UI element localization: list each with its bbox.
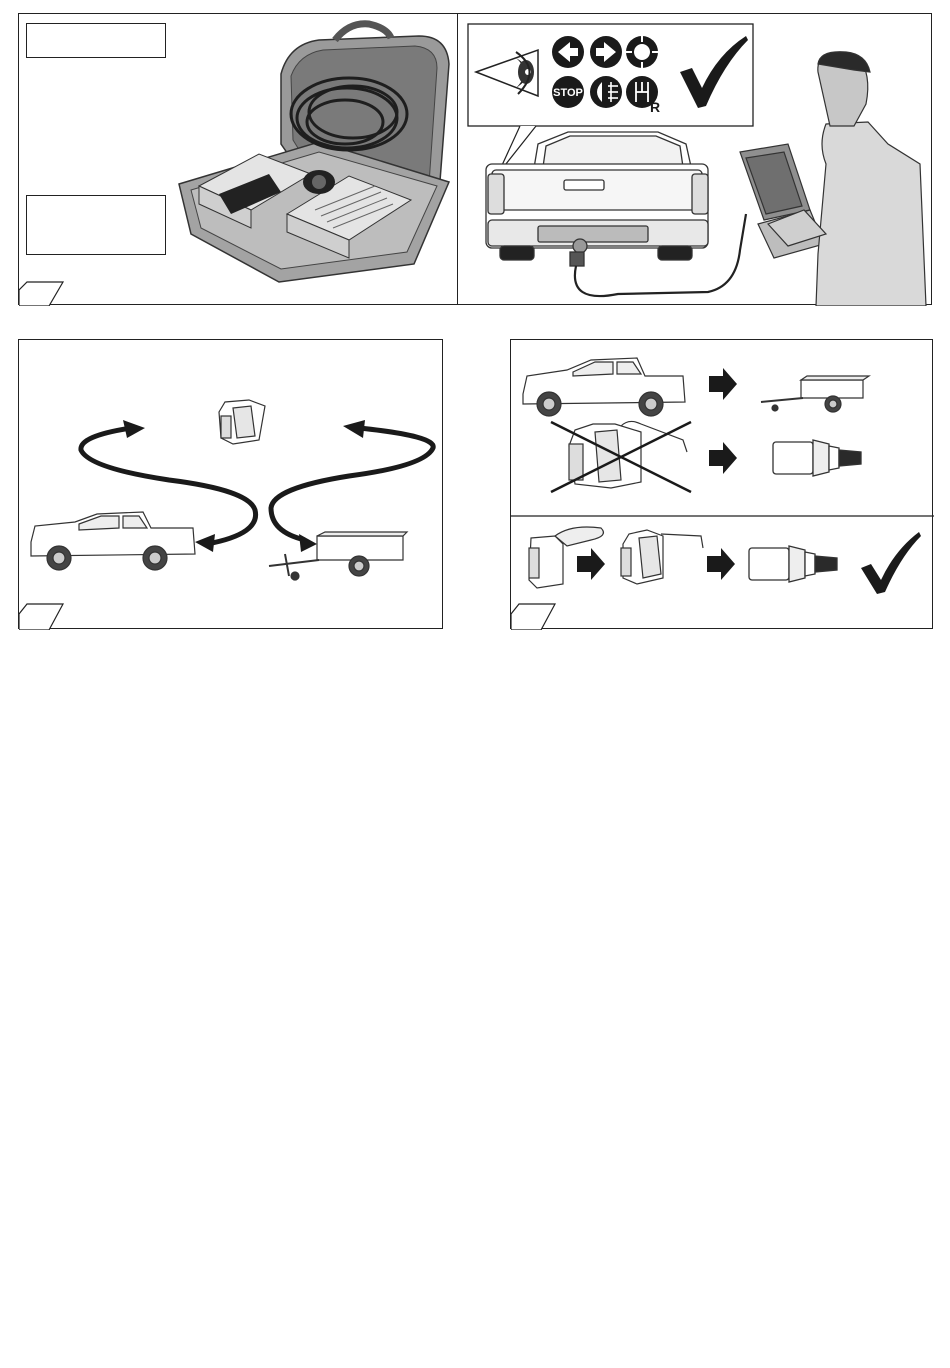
- checkmark-icon: [861, 532, 921, 594]
- kit-case-illustration: [19, 14, 459, 306]
- arrow-right-icon: [707, 548, 735, 580]
- pickup-side-illustration: [523, 358, 685, 416]
- fold-corner-icon: [19, 282, 63, 306]
- adapter-illustration: [511, 340, 934, 630]
- laptop-illustration: [740, 144, 824, 258]
- pickup-rear-illustration: [486, 132, 708, 266]
- fold-corner-icon: [19, 604, 63, 630]
- panel-connect-vehicle-trailer: [18, 339, 443, 629]
- plug-icon: [749, 546, 837, 582]
- stop-icon: [552, 76, 584, 108]
- right-indicator-icon: [590, 36, 622, 68]
- lamp-test-illustration: [458, 14, 933, 306]
- connect-illustration: [19, 340, 444, 630]
- socket-open-icon: [621, 530, 703, 584]
- trailer-illustration: [761, 376, 869, 412]
- trailer-illustration: [269, 532, 407, 580]
- plug-icon: [773, 440, 861, 476]
- svg-text:R: R: [649, 99, 661, 115]
- pickup-side-illustration: [31, 512, 195, 570]
- fold-corner-icon: [511, 604, 555, 630]
- arrow-right-loop: [271, 428, 433, 540]
- socket-icon: [219, 400, 265, 444]
- fog-light-icon: [590, 76, 622, 108]
- left-indicator-icon: [552, 36, 584, 68]
- arrow-right-icon: [709, 368, 737, 400]
- arrow-right-icon: [577, 548, 605, 580]
- panel-adapter-sequence: [510, 339, 933, 629]
- panel-lamp-test: [457, 13, 932, 305]
- arrow-right-icon: [709, 442, 737, 474]
- rear-light-icon: [626, 36, 658, 68]
- svg-text:STOP: STOP: [553, 87, 583, 99]
- panel-kit-case: [18, 13, 458, 305]
